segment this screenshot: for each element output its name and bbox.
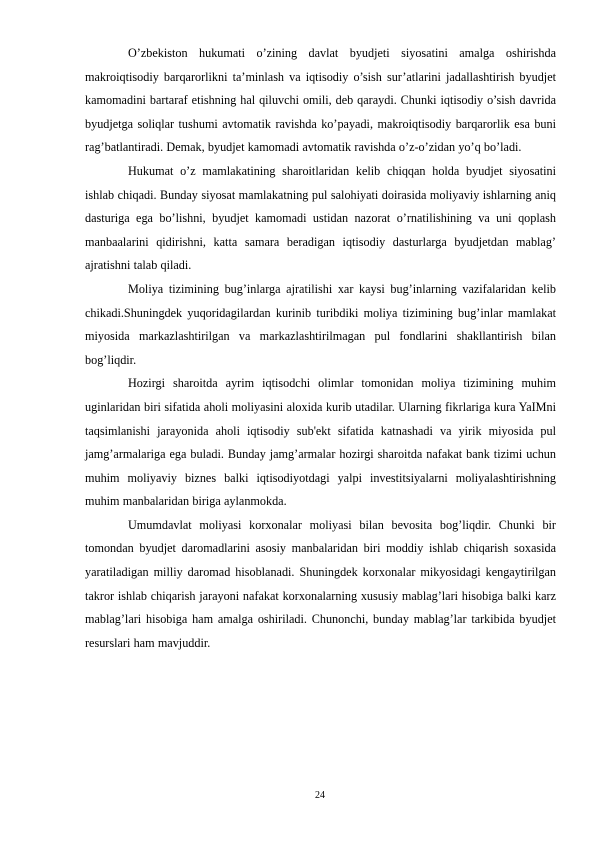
page-number: 24 xyxy=(315,790,325,801)
body-text xyxy=(85,42,556,655)
paragraph-1: O’zbekiston hukumati o’zining davlat byudjeti siyosatini amalga oshirishda makroiqtisodiy barqarorlikni ta’minlash va iqtisodiy o’sish sur’atlarini jadallashtirish byudjet kamomadini bartaraf etishning hal qiluvchi omili, deb qaraydi. Chunki iqtisodiy o’sish davrida byudjetga soliqlar tushumi avtomatik ravishda ko’payadi, makroiqtisodiy barqarorlik esa buni rag’batlantiradi. Demak, byudjet kamomadi avtomatik ravishda o’z-o’zidan yo’q bo’ladi. xyxy=(85,46,556,155)
paragraph-2: Hukumat o’z mamlakatining sharoitlaridan kelib chiqqan holda byudjet siyosatini ishlab chiqadi. Bunday siyosat mamlakatning pul salohiyati doirasida moliyaviy ishlarning aniq dasturiga ega bo’lishni, byudjet kamomadi ustidan nazorat o’rnatilishining va uni qoplash manbaalarini qidirishni, katta samara beradigan iqtisodiy dasturlarga byudjetdan mablag’ ajratishni talab qiladi. xyxy=(85,163,556,273)
paragraph-5: Umumdavlat moliyasi korxonalar moliyasi bilan bevosita bog’liqdir. Chunki bir tomondan byudjet daromadlarini asosiy manbalaridan biri moddiy ishlab chiqarish soxasida yaratiladigan milliy daromad hisoblanadi. Shuningdek korxonalar mikyosidagi kengaytirilgan takror ishlab chiqarish jarayoni nafakat korxonalarning xususiy mablag’lari hisobiga balki karz mablag’lari hisobiga ham amalga oshiriladi. Chunonchi, bunday mablag’lar tarkibida byudjet resurslari ham mavjuddir. xyxy=(85,517,556,650)
paragraph-4: Hozirgi sharoitda ayrim iqtisodchi olimlar tomonidan moliya tizimining muhim uginlaridan biri sifatida aholi moliyasini aloxida kurib utadilar. Ularning fikrlariga kura YaIMni taqsimlanishi jarayonida aholi iqtisodiy sub'ekt sifatida katnashadi va yirik miyosida pul jamg’armalariga ega buladi. Bunday jamg’armalar hozirgi sharoitda nafakat bank tizimi uchun muhim moliyaviy biznes balki iqtisodiyotdagi yalpi investitsiyalarni moliyalashtirishning muhim manbalaridan biriga aylanmokda. xyxy=(85,376,556,509)
paragraph-3: Moliya tizimining bug’inlarga ajratilishi xar kaysi bug’inlarning vazifalaridan kelib chikadi.Shuningdek yuqoridagilardan kurinib turibdiki moliya tizimining bug’inlar mamlakat miyosida markazlashtirilgan va markazlashtirilmagan pul fondlarini shakllantirish bilan bog’liqdir. xyxy=(85,281,556,367)
